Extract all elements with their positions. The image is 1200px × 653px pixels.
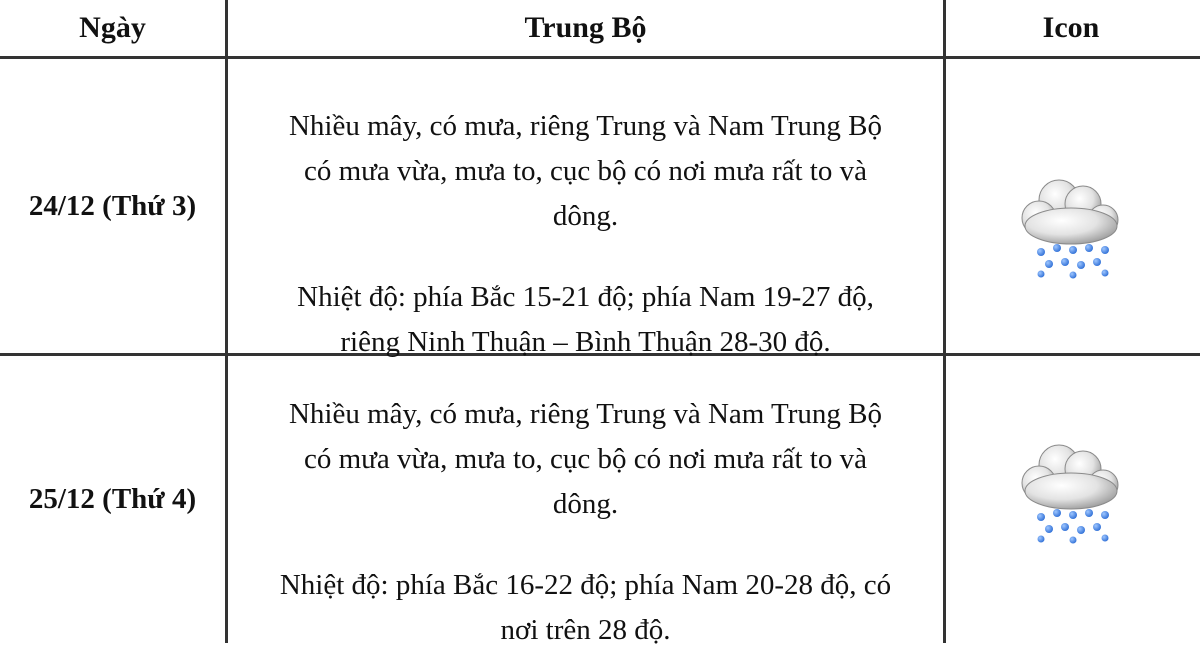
weather-line: dông. [552, 200, 619, 232]
temperature-line: Nhiệt độ: phía Bắc 16-22 độ; phía Nam 20-28 độ, có [279, 569, 892, 601]
temperature-line: riêng Ninh Thuận – Bình Thuận 28-30 độ. [340, 326, 831, 358]
day-cell: 24/12 (Thứ 3) [28, 189, 197, 222]
weather-line: có mưa vừa, mưa to, cục bộ có nơi mưa rất to và [304, 443, 867, 475]
weather-line: Nhiều mây, có mưa, riêng Trung và Nam Trung Bộ [288, 398, 882, 430]
rain-cloud-icon [946, 160, 1196, 290]
header-region: Trung Bộ [524, 11, 647, 44]
temperature-line: Nhiệt độ: phía Bắc 15-21 độ; phía Nam 19-27 độ, [297, 281, 874, 313]
weather-line: Nhiều mây, có mưa, riêng Trung và Nam Trung Bộ [288, 110, 882, 142]
forecast-cell [228, 392, 943, 653]
header-icon: Icon [1042, 11, 1100, 44]
weather-line: có mưa vừa, mưa to, cục bộ có nơi mưa rất to và [304, 155, 867, 187]
temperature-line: nơi trên 28 độ. [500, 614, 671, 646]
forecast-cell [228, 104, 943, 365]
day-cell: 25/12 (Thứ 4) [28, 483, 197, 515]
header-day: Ngày [79, 11, 146, 44]
rain-cloud-icon [946, 425, 1196, 555]
weather-line: dông. [552, 488, 619, 520]
